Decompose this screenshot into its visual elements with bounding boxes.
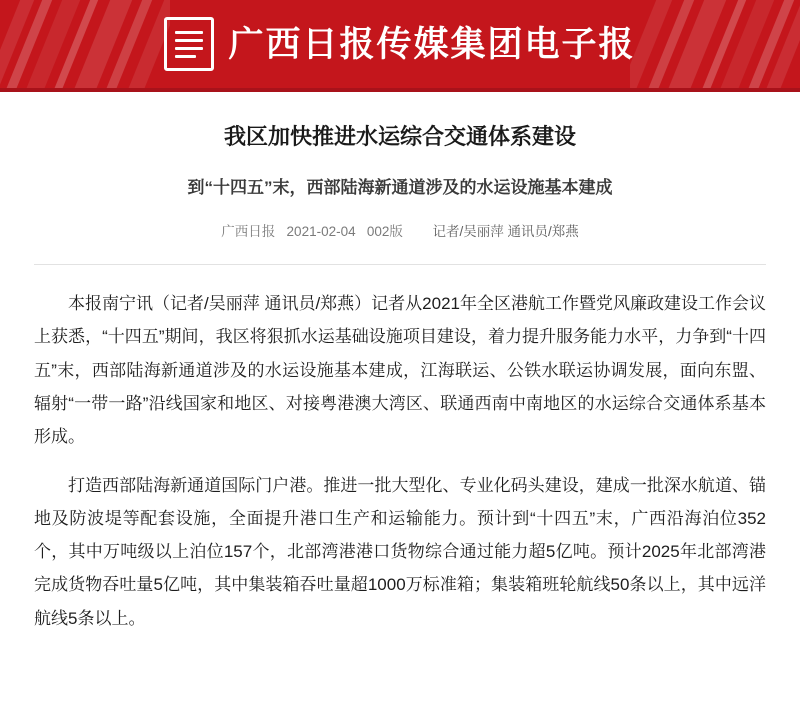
site-masthead	[0, 0, 800, 88]
article-paragraph: 本报南宁讯（记者/吴丽萍 通讯员/郑燕）记者从2021年全区港航工作暨党风廉政建设工作会议上获悉，“十四五”期间，我区将狠抓水运基础设施项目建设，着力提升服务能力水平，力争到“十四五”末，西部陆海新通道涉及的水运设施基本建成，江海联运、公铁水联运协调发展，面向东盟、辐射“一带一路”沿线国家和地区、对接粤港澳大湾区、联通西南中南地区的水运综合交通体系基本形成。	[34, 294, 766, 446]
site-title: 广西日报传媒集团电子报	[228, 24, 636, 64]
article-byline	[34, 220, 766, 240]
article-subheadline: 到“十四五”末，西部陆海新通道涉及的水运设施基本建成	[187, 177, 613, 197]
byline-edition: 002版	[366, 224, 403, 240]
masthead-content	[0, 0, 800, 88]
newspaper-lines-icon	[164, 17, 214, 71]
article-container	[0, 92, 800, 635]
article-headline: 我区加快推进水运综合交通体系建设	[223, 124, 576, 149]
byline-source: 广西日报	[221, 224, 276, 240]
article-body	[34, 265, 766, 634]
byline-date: 2021-02-04	[286, 224, 356, 240]
byline-authors: 记者/吴丽萍 通讯员/郑燕	[432, 224, 579, 240]
article-paragraph: 打造西部陆海新通道国际门户港。推进一批大型化、专业化码头建设，建成一批深水航道、锚地及防波堤等配套设施，全面提升港口生产和运输能力。预计到“十四五”末，广西沿海泊位352个，其中万吨级以上泊位157个，北部湾港港口货物综合通过能力超5亿吨。预计2025年北部湾港完成货物吞吐量5亿吨，其中集装箱吞吐量超1000万标准箱；集装箱班轮航线50条以上，其中远洋航线5条以上。	[34, 476, 766, 628]
